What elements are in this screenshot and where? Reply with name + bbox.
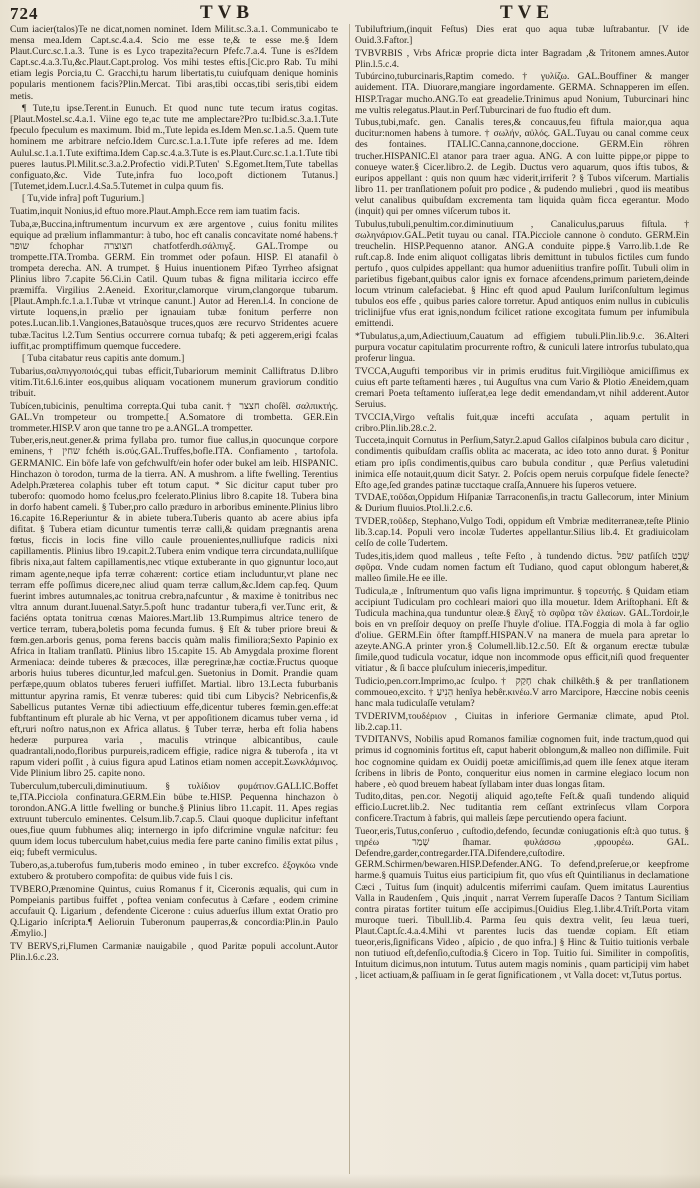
dictionary-entry: Tuberculum,tuberculi,diminutiuum. § τυλίδιον φυμάτιον.GALLIC.Boffet te,ITA.Picciola confinatura.GERM.Ein bübe te.HISP. Pequenna hinchazon ò torondon.ANG.A little fwelling or bunche.§ Plinius libro 11.capit. 11. Apes regias extruunt tuberculo eminentes. Celsum.lib.7.cap.5. Claui quoque duplicitur infeftant oues,fiue quum fubhumes aliq; internergo in ipfo difcrimine vngulæ nafcitur: feu quum idem locus tuberculum habet,cuius media fere parte canino fimilis extat pilus , eiq; fubeft vermiculus. (10, 780, 338, 859)
dictionary-entry: [ Tu,vide infra] poft Tugurium.] (22, 193, 145, 205)
dictionary-entry: Tudito,ditas, pen.cor. Negotij aliquid ago,teſte Feſt.& quaſi tundendo aliquid efficio.Lucret.lib.2. Nec tuditantia rem ceſſant extrinſecus vllam Corpora conficere.Tractum à fabris, qui malleis ſæpe percutiendo opera faciunt. (355, 791, 689, 825)
left-running-head: TVB (200, 2, 255, 23)
dictionary-entry: TVDAE,τοῦδαι,Oppidum Hiſpaniæ Tarraconenſis,in tractu Gallecorum, inter Minium & Durium fluuios.Ptol.li.2.c.6. (355, 492, 689, 515)
dictionary-entry: TV BERVS,ri,Flumen Carmaniæ nauigabile , quod Paritæ populi accolunt.Autor Plin.l.6.c.23. (10, 940, 338, 963)
dictionary-entry: TVDER,τοῦδερ, Stephano,Vulgo Todi, oppidum eſt Vmbriæ mediterraneæ,teſte Plinio lib.3.cap.14. Populi vero incolæ Tudertes appellantur.Silius lib.4. Et gradiuicolam celſo de colle Tudertem. (355, 516, 689, 550)
dictionary-entry: TVDERIVM,τουδέριον , Ciuitas in inferiore Germaniæ climate, apud Ptol. lib.2.cap.11. (355, 710, 689, 733)
page-number: 724 (10, 4, 39, 23)
dictionary-entry: TVBVRBIS , Vrbs Africæ proprie dicta inter Bagradam ,& Tritonem amnes.Autor Plin.l.5.c.4. (355, 47, 689, 70)
dictionary-entry: Tubulus,tubuli,penultim.cor.diminutiuum , Canaliculus,paruus fiſtula. † σωληνάριον.GAL.Petit tuyau ou canal. ITA.Picciole cannone ò conduto. GERM.Ein treuchelin. HISP.Pequenno atanor. ANG.A conduite pippe.§ Varro.lib.1.de Re ruſt.cap.8. Inde enim aliquot colligatas libris demittunt in tubulos fictiles cum fundo pertufo , quos culpides appellant: qua humor adueniitius tranfire poſſit. Tubuli olim in parietibus figebant,quibus calor ignis ex fornace afcendens,primum parietem,deinde locum vtrinum calefaciebat. § Hinc eft quod apud Paulum Iuriſconſultum legimus tubulos eos effe , quibus paries calore torretur. Apud antiquos enim nullus in cubiculis triclinijfue vfus erat ignis,nondum fcilicet ratione excogitata fumum per infumibula emittendi. (355, 218, 689, 330)
dictionary-entry: Cum iacier(talos)Te ne dicat,nomen nominet. Idem Milit.sc.3.a.1. Communicabo te mensa mea.Idem Capt.sc.4.a.4. Scio me esse te,& te esse me.§ Idem Plaut.Curc.sc.1.a.3. Tune is es Lyco trapezita?ecurn Pfefc.7.a.4. Tune is es?Idem Capt.sc.4.a.3.Tu,&c.Plaut.Capt.prolog. Vos mihi testes eftis.[Cic.pro Rab. Tu mihi etiam legis Porcia,tu C. Gracchi,tu harum libertatis,tu cuiufquam denique hominis popularis mentionem facis?Plin.Mercat. Tibi aras,tibi occas,tibi seris,tibi eidem metis. (10, 24, 338, 102)
page-header (0, 0, 700, 26)
dictionary-entry: Tudicio,pen.corr.Imprimo,ac ſculpo.† חָקַק chak chilkêth.§ & per tranſlationem commoueo,excito. † הֵנִיעַ henîya hebêr.κινέω.V arro Marcipore, Hæccine nobis ceenis hanc mala tudiculaſſe vetulam? (355, 675, 689, 710)
dictionary-entry: TVDITANVS, Nobilis apud Romanos familiæ cognomen fuit, inde tractum,quod qui primus id cognominis fortitus eſt, caput haberit oblongum,& malleo non diſſimile. Fuit hoc cognomine quidam ex Ouidij poetæ amiciſſimis,ad quem ille ſenex atque iteram ſcribens in libris de Ponto, conqueritur eius nomen in carmine elegiaco locum non habere , eò quod breuem habeat ſyllabam inter duas longas ſitam. (355, 734, 689, 790)
dictionary-entry: Tubiluftrium,(inquit Feſtus) Dies erat quo aqua tubæ luſtrabantur. [V ide Ouid.3.Faftor.] (355, 24, 689, 47)
dictionary-entry: TVCCIA,Virgo veſtalis fuit,quæ incefti accuſata , aquam pertulit in cribro.Plin.lib.28.c.2. (355, 411, 689, 434)
dictionary-entry: Tudicula,æ , Inſtrumentum quo vaſis ligna imprimuntur. § τορευτής. § Quidam etiam accipiunt Tudiculam pro cochleari maiori quo illa mouetur. Idem Ariſtophani. Eſt & Tudicula machina,qua tunduntur oleæ.§ ἔλιγξ τὸ σφῦρα τῶν ἐλαίων. GAL.Tordoir,le bois en vn preſſoir dequoy on preſſe l'huyle d'oliue. ITA.Foggia di mola à far oglio d'oliue. GERM.Ein öfter ſtampff.HISPAN.V na manera de muela para apretar lo azeyte.ANG.A printer yron.§ Columell.lib.12.c.50. Eſt & organum erectæ tubulæ ſimile,quod tudicula vocatur, idque non incommode opus efficit,niſi quod frequenter vitiatur , & ſi bacce pluſculum inieceris,impeditur. (355, 585, 689, 675)
dictionary-entry: Tubero,as,a.tuberofus fum,tuberis modo emineo , in tuber excrefco. ἐξογκόω vnde extubero & protubero compofita: de quibus vide fuis l cis. (10, 859, 338, 883)
dictionary-entry: [ Tuba citabatur reus capitis ante domum.] (22, 353, 185, 365)
right-running-head: TVE (500, 2, 555, 23)
dictionary-entry: *Tubulatus,a,um,Adiectiuum,Cauatum ad effigiem tubuli.Plin.lib.9.c. 36.Alteri purpura vocatur capitulatim procurrente roftro, & cuniculi latere introrſus tubulato,qua proferur lingua. (355, 331, 689, 365)
dictionary-entry: TVCCA,Augufti temporibus vir in primis eruditus fuit.Virgiliòque amiciſſimus ex cuius eft parte teſtamenti hæres , tui Auguſtus vna cum Vario & Plotio Æneidem,quam cremari Poeta teſtamento iuſſerat,ea lege dedit emendandam,vt nihil adderent.Autor Seruius. (355, 365, 689, 411)
dictionary-entry: TVBERO,Prænomine Quintus, cuius Romanus f it, Ciceronis æqualis, qui cum in Pompeianis partibus fuiffet , poftea veniam confecutus à Cæfare , eodem crimine accufauit Q. Ligarium , defendente Cicerone : cuius aduerſus illum extat Oratio pro Q.Ligario inſcripta.¶ Aelioruin Tuberonum pauperras,& concordia:Plin.in Paulo Æmylio.] (10, 883, 338, 939)
dictionary-entry: Tubúrcino,tuburcinaris,Raptim comedo. † γυλίζω. GAL.Bouffiner & manger auidement. ITA. Diuorare,mangiare ingordamente. GERMA. Schnapperen im eſſen. HISP.Tragar mucho.ANG.To eat greadelie.Trinimus apud Nonium, Tuburcinari hinc me vultis relegatus.Plaut.in Perſ.Tuburcinari de fuo ftudio eft dum. (355, 71, 689, 116)
dictionary-entry: Tuatim,inquit Nonius,id eftuo more.Plaut.Amph.Ecce rem iam tuatim facis. (10, 206, 300, 217)
dictionary-entry: Tubícen,tubicinis, penultima correpta.Qui tuba canit.† חצצר choſêl. σαλπικτής. GAL.Vn trompeteur ou trompette.[ A.Somatore di trombetta. GER.Ein trommeter.HISP.V aron que tanne tro pe a.ANGL.A trompetter. (10, 400, 338, 434)
right-column (355, 24, 689, 1174)
dictionary-entry: Tubarius,σαλπιγγοποιός,qui tubas efficit,Tubariorum meminit Calliftratus D.libro vitim.Tit.6.l.6.inter eos,quibus aliquam vocationem munerum graviorum conditio tribuit. (10, 365, 338, 399)
dictionary-entry: ¶ Tute,tu ipse.Terent.in Eunuch. Et quod nunc tute tecum iratus cogitas.[Plaut.Mostel.sc.4.a.1. Viine ego te,ac tute me amplectare?Pro tu:Ibid.sc.3.a.1.Tute fpeculo fpeculum es maximum. Ibid m.,Tute lepida es.Idem Men.sc.1.a.5. Quem tute hominem me arbitrare nefcio.Idem Curc.sc.1.a.1.Tute ipfe referes ad me. Idem Aulul.sc.1.a.1.Tute exiftima.Idem Cap.sc.4.a.3.Tute is es.Plaut.Curc.sc.1.a.1.Tute tibi pueres lautus.Pl.Milit.sc.3.a.2.Profectio vidi.P.Tuten' S.Egomet.Item,Tute tabellas configuato,&c. Vide Tute,infra fuo loco,poft dictionem Tutanus.][Tutemet,idem.Lucr.l.4.Sa.5.Tutemet in culpa quum fis. (10, 103, 338, 192)
dictionary-entry: Tuber,eris,neut.gener.& prima fyllaba pro. tumor fiue callus,in quocunque corpore eminens,† שחין fchéth is.σύς.GAL.Truffes,bofle.ITA. Confiamento , tartofola. GERMANIC. Ein böfe lafe von gefchwulft/ein hofer oder bukel am leib. HISPANIC. Hinchazon ò torodon, turma de la tierra. AN. A mushrom. a lifte fwelling. Terentius Adelph.Prætereа colaphis tuber eft totum caput. * Sic dicitur caput tuber pro tuberofo: quomodo homo fcelus,pro fcelerato.Plinius libro 8.capite 18. Tubera bina in dorfo habent cameli. § Tuber,pro callo præduro in arboribus eminente.Plinius libro 16.capite 16.Reperiuntur & in abiete tubera.Tuberis quanto ab acere abius ipfa difitat. § Tubera etiam dicuntur tumentis terræ calli,& quidam prægnantis arena fœtus, ficcis in locis fine villo caule prouenientes,nulliufque radicis nixi capillamentis. Plinius libro 19.capit.2.Tubera enim vndique terra circundata,nulliſque fibris nixa,aut faltem capillamentis,nec vtique extuberante in quo gignuntur loco,aut rimam agente,neque ipfa terræ cohærent: cortice etiam includuntur,vt plane nec terram effe poſſimus dicere,nec aliud quam terræ callum,&c.Idem cap.feq. Quum fuerint imbres autumnales,ac tonitrua crebra,nafcuntur , & maxime è tonitribus nec vltra annum durant.Iuuenal.Satyr.5.poſt hunc tradantur tubera,fi ver.Tunc erit, & faciéns optata tonitrua cœnas Maiores.Mart.lib 13.Rumpimus altrice tenero de vertice terram, tubera,boletis poma fecunda fumus. § Eſt & tuber priore breui & fœm.gen.arboris genus, poma ferens baccis quàm malis fimiliora;Sexto Papinio ex Africa in Italiam tranſlatū. Plinius libro 15.capite 15. Ab Amygdala proxime florent Armeniaca: deinde tuberes & præcoces, illæ peregrinæ,hæ coctiæ.Fructus quoque arboris huius tuberes dicuntur,led mafcul.gen. Suetonius in Domit. Prandie quam perfæpe,quum oblatos tuberes ferueri iuffiſſet. Martial. libro 13.Lecta fuburbanis mittuntur apyrina ramis, Et venræ tuberes: quid tibi cum Libycis? Nebricenfis,& Sabellicus putantes Vernæ tibi adiectiuum effe,dicentur tuberes fœmin.gen.effe:at fubftantinum eft plurale ab hic Verna, vt per appoſitionem dicamus tuber verna , id eft,ruri noſtro natus,non ex Africa allatus. § Tuber terræ, herba eft folia habens hederæ purpurea varia , maculis vtrinque albicantibus, caule quadrantali,nodo,floribus purpureis,radicem effigie, radice nigra & tuberofa , ita vt rapum videri poſſit , à cuius figura apud Latinos etiam nomen accepit.Σωνκλάμινος. Vide Plinium libro 25. capite nono. (10, 435, 338, 780)
dictionary-entry: Tueor,eris,Tutus,conſeruo , cuſtodio,defendo, ſecundæ coniugationis eſt:à quo tutus. § τηρέω שָׁמַר ſhamar. φυλάσσω ,φρουρέω. GAL. Defendre,garder,contregarder.ITA.Difendere,cuſtodire. GERM.Schirmen/bewaren.HISP.Defender.ANG. To defend,preſerue,or keepfrome harme.§ quamuis Tuitus eius participium fit, quo vſus eſt Quintilianus in declamatione Cæci , Tuitus ſum (inquit) adulcentis miferrimi cauſam. Quem imitatus Laurentius Valla in Raudenſem , Quis ,inquit , narrat Verrem ſuperaſſe Dacos ? Tantum Siciliam contra piratas fortiter tuitum eſſe accipimus.[Ouidius Eleg.1.libr.4.Triſt.Porta vitam muroque tueri. Tibull.lib.4. Parma ſeu quis dextra velit, ſeu læua tueri, Plaut.Capt.ſc.4.a.4.Mihi vt parentes lucis das tuendæ copiam. Eſt etiam tueor,eris,ſignificans Video , aſpicio , de quo infra.] § Hinc & Tuitio tuitionis verbale non tutiuod eſt,defenſio,cuſtodia.§ Cicero in Top. Tuitio ſui. Similiter in compoſitis, Intuitum dicimus,non intutum. Tutus autem magis nominis , quam participij vim habet , licet actiuam,& paſſiuam in ſe gerat ſignificationem , vt Valla docet: vt,Tutus portus. (355, 826, 689, 982)
dictionary-entry: Tudes,itis,idem quod malleus , teſte Feſto , à tundendo dictus. שפל patſiſch שְׁבַט σφῦρα. Vnde cudam nomen factum eſt Tudiano, quod caput oblongum haberet,& malleo ſimile.He ee ille. (355, 550, 689, 584)
page-bottom-edge (0, 1174, 700, 1188)
dictionary-entry: Tubus,tubi,mafc. gen. Canalis teres,& concauus,feu fiftula maior,qua aqua ducitur:nomen habens à tumore. † σωλήν, αὐλός. GAL.Tuyau ou canal comme ceux des fontaines. ITALIC.Canna,cannone,doccione. GERM.Ein röhren trucher.HISPANIC.El atanor para traer agua. ANG. A con luitte pippe,or pippe to conueye water.§ Cicer.libro.2. de Legib. Ductus vero aquarum, quos iftis tubos, & euripos appellant : quis non quum hæc viderit,irriferit ? § Tubos viſcerum. Martialis libro 11. per tranſlationem poſuit pro podice , & pudendo muliebri , quod iis meatibus velut canalibus quibuſdam excrementa tam liquida quàm ficca egerantur. Modo (inquit) qui per omnes viſcerum tubos it. (355, 117, 689, 217)
dictionary-entry: Tuba,æ,Buccina,inftrumentum incurvum ex ære argentove , cuius fonitu milites equique ad prælium inflammantur: à tubo, hoc eft canalis concavitate nomé habens.† שופר fchophar חצוצרה chatfotferdh.σάλπιγξ. GAL.Trompe ou trompette.ITA.Tromba. GERM. Ein trommet oder pofaun. HISP. El atanafil ò trompeta derecha. AN. A trumpet. § Huius inuentionem Pifæo Tyrrheo afsignat Plinius libro 7.capite 56.Ci.in Catil. Quum tubas & figna militaria iccirco effe præmiffa. Virgilius 2.Aeneid. Exoritur,clamorque virum,clangorque tubarum.[Plaut.Amph.fc.1.a.1.Tubæ vt vtrinque canunt.] Autor ad Heren.l.4. In concione de virtute loquens,in prælio per ignauiam tubæ fonitum perferre non potes.Lucan.lib.1.Vangiones,Batauòsque truces,quos ære recurvo Stridentes acuere tubæ.Tacitus l.2.Tum Sentius occurrere cornua tubafq; & peti aggerem,erigi fcalas iuffit,ac promptiffimum quemque fuccedere. (10, 218, 338, 352)
left-column (10, 24, 338, 1174)
dictionary-entry: Tucceta,inquit Cornutus in Perſium,Satyr.2.apud Gallos ciſalpinos bubula caro dicitur , condimentis quibuſdam craſſis oblita ac macerata, ac ideo toto anno durat. § Ponitur etiam pro ipſis condimentis,quibus caro bubula conditur , quæ Perſius valetudini inimica eſſe notauit,quum dicit Satyr. 2. Poſcis opem neruis corpuſque fidele ſenecte? Eſto age,ſed grandes patinæ tucctaque craſſa,Annuere his ſuperos vetuere. (355, 435, 689, 491)
column-divider (349, 24, 350, 1174)
